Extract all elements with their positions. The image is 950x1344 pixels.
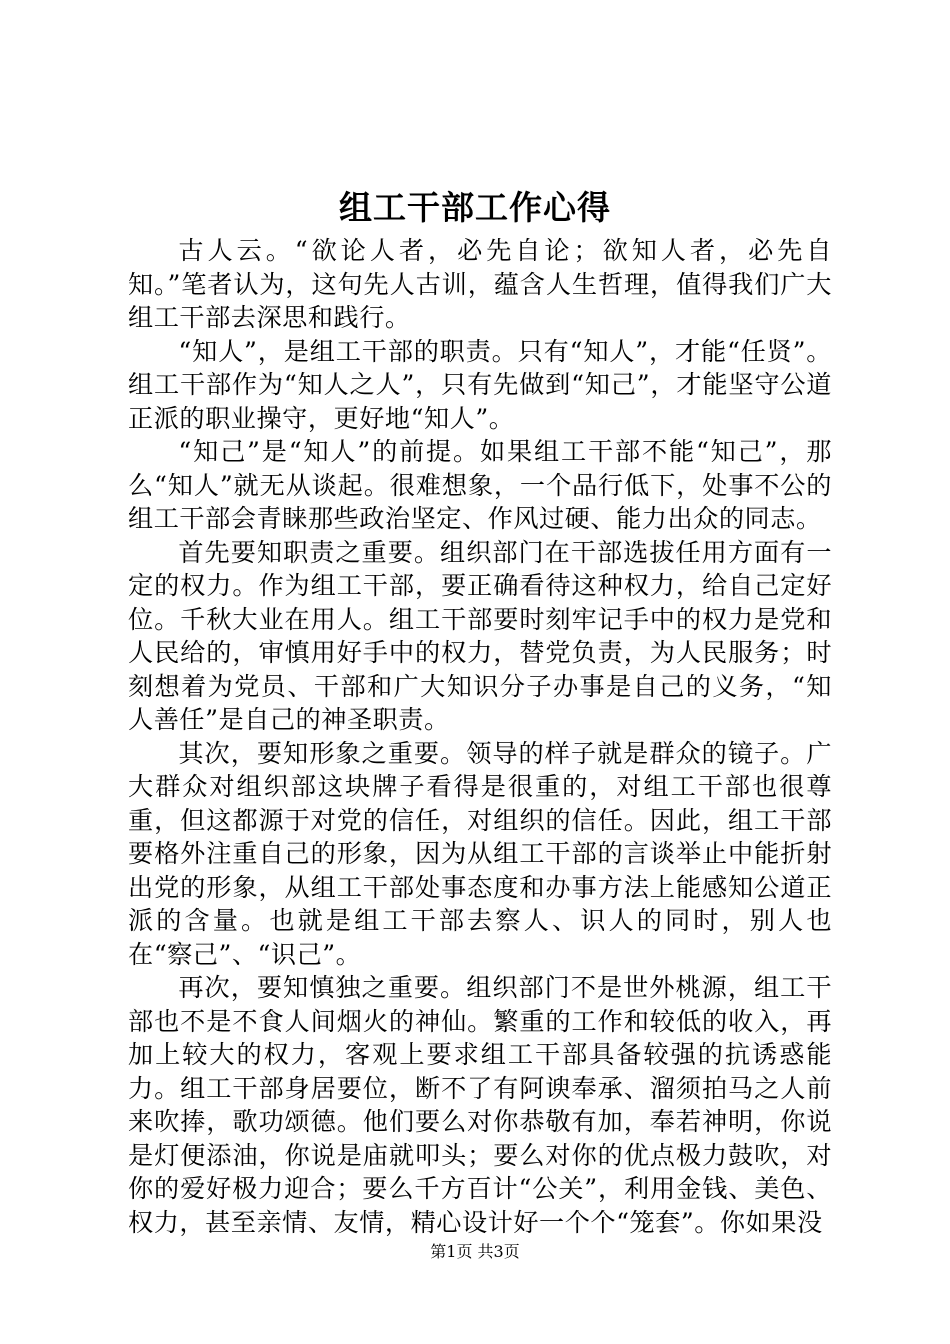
paragraph: 古人云。“欲论人者，必先自论；欲知人者，必先自知。”笔者认为，这句先人古训，蕴含人生哲理，值得我们广大组工干部去深思和践行。: [128, 236, 832, 332]
paragraph: “知人”，是组工干部的职责。只有“知人”，才能“任贤”。组工干部作为“知人之人”，只有先做到“知己”，才能坚守公道正派的职业操守，更好地“知人”。: [128, 336, 832, 433]
paragraph: “知己”是“知人”的前提。如果组工干部不能“知己”，那么“知人”就无从谈起。很难想象，一个品行低下，处事不公的组工干部会青睐那些政治坚定、作风过硬、能力出众的同志。: [128, 437, 832, 533]
paragraph: 首先要知职责之重要。组织部门在干部选拔任用方面有一定的权力。作为组工干部，要正确看待这种权力，给自己定好位。千秋大业在用人。组工干部要时刻牢记手中的权力是党和人民给的，审慎用好手中的权力，替党负责，为人民服务；时刻想着为党员、干部和广大知识分子办事是自己的义务，“知人善任”是自己的神圣职责。: [128, 537, 832, 734]
page-number: 第1页 共3页: [430, 1242, 520, 1261]
paragraph: 其次，要知形象之重要。领导的样子就是群众的镜子。广大群众对组织部这块牌子看得是很重的，对组工干部也很尊重，但这都源于对党的信任，对组织的信任。因此，组工干部要格外注重自己的形象，因为从组工干部的言谈举止中能折射出党的形象，从组工干部处事态度和办事方法上能感知公道正派的含量。也就是组工干部去察人、识人的同时，别人也在“察己”、“识己”。: [128, 738, 832, 969]
paragraph: 再次，要知慎独之重要。组织部门不是世外桃源，组工干部也不是不食人间烟火的神仙。繁重的工作和较低的收入，再加上较大的权力，客观上要求组工干部具备较强的抗诱惑能力。组工干部身居要位，断不了有阿谀奉承、溜须拍马之人前来吹捧，歌功颂德。他们要么对你恭敬有加，奉若神明，你说是灯便添油，你说是庙就叩头；要么对你的优点极力鼓吹，对你的爱好极力迎合；要么千方百计“公关”，利用金钱、美色、权力，甚至亲情、友情，精心设计好一个个“笼套”。你如果没: [128, 973, 832, 1237]
document-body: [128, 234, 832, 1239]
page-footer: [0, 1241, 950, 1263]
page-title: 组工干部工作心得: [339, 188, 611, 227]
